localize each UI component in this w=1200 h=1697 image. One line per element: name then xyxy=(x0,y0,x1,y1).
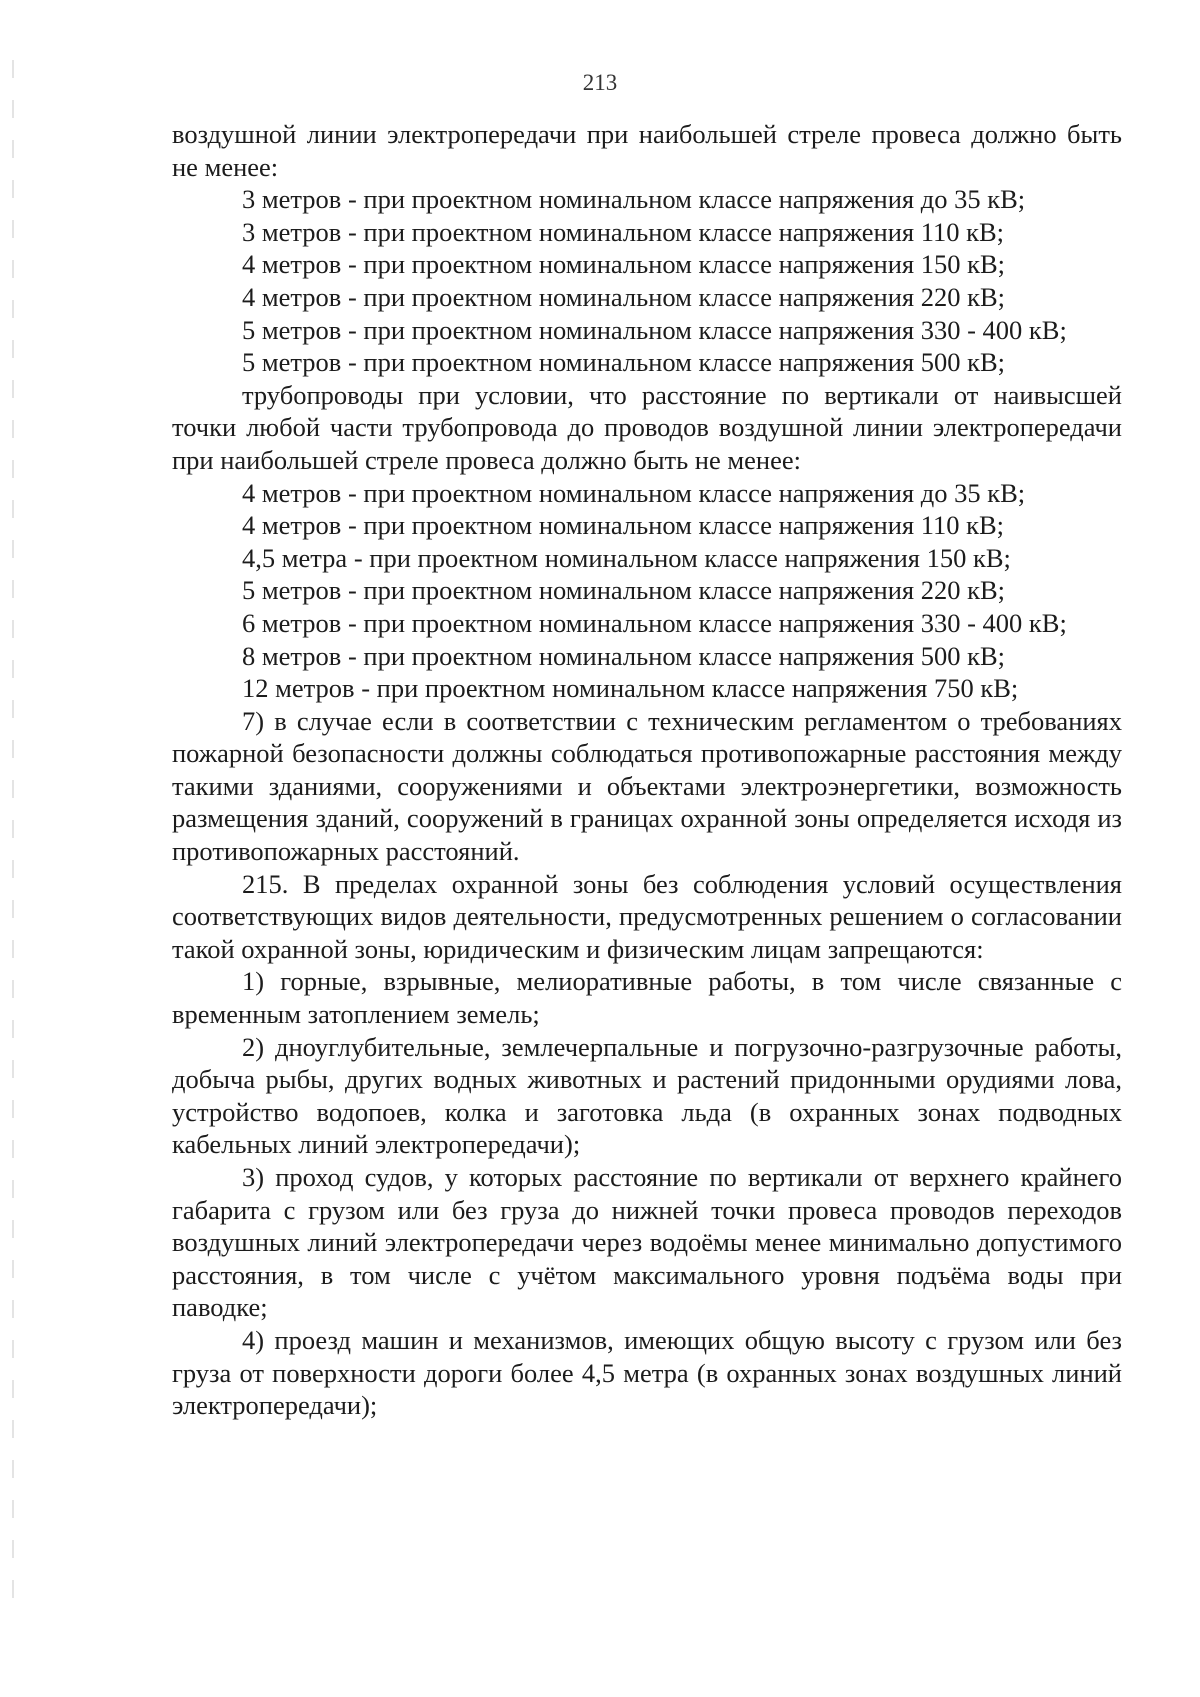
paragraph: 4 метров - при проектном номинальном классе напряжения 150 кВ; xyxy=(242,249,1006,280)
paragraph: 12 метров - при проектном номинальном классе напряжения 750 кВ; xyxy=(242,673,1019,704)
paragraph: 215. В пределах охранной зоны без соблюдения условий осуществления соответствующих видов деятельности, предусмотренных решением о согласовании такой охранной зоны, юридическим и физическим лицам запрещаются: xyxy=(172,868,1122,964)
paragraph: 4 метров - при проектном номинальном классе напряжения 220 кВ; xyxy=(242,281,1006,312)
scan-edge-mark xyxy=(12,60,14,1600)
paragraph: воздушной линии электропередачи при наибольшей стреле провеса должно быть не менее: xyxy=(172,119,1122,182)
paragraph: трубопроводы при условии, что расстояние по вертикали от наивысшей точки любой части трубопровода до проводов воздушной линии электропередачи при наибольшей стреле провеса должно быть не менее: xyxy=(172,379,1122,475)
paragraph: 5 метров - при проектном номинальном классе напряжения 220 кВ; xyxy=(242,575,1006,606)
document-body xyxy=(172,118,1122,1422)
paragraph: 7) в случае если в соответствии с техническим регламентом о требованиях пожарной безопасности должны соблюдаться противопожарные расстояния между такими зданиями, сооружениями и объектами электроэнергетики, возможность размещения зданий, сооружений в границах охранной зоны определяется исходя из противопожарных расстояний. xyxy=(172,705,1122,867)
paragraph: 5 метров - при проектном номинальном классе напряжения 500 кВ; xyxy=(242,347,1006,378)
paragraph: 2) дноуглубительные, землечерпальные и погрузочно-разгрузочные работы, добыча рыбы, других водных животных и растений придонными орудиями лова, устройство водопоев, колка и заготовка льда (в охранных зонах подводных кабельных линий электропередачи); xyxy=(172,1031,1122,1160)
paragraph: 1) горные, взрывные, мелиоративные работы, в том числе связанные с временным затоплением земель; xyxy=(172,966,1122,1030)
paragraph: 4,5 метра - при проектном номинальном классе напряжения 150 кВ; xyxy=(242,542,1011,573)
paragraph: 4 метров - при проектном номинальном классе напряжения до 35 кВ; xyxy=(242,477,1026,508)
paragraph: 4 метров - при проектном номинальном классе напряжения 110 кВ; xyxy=(242,510,1005,541)
paragraph: 6 метров - при проектном номинальном классе напряжения 330 - 400 кВ; xyxy=(242,607,1067,638)
paragraph: 8 метров - при проектном номинальном классе напряжения 500 кВ; xyxy=(242,640,1006,671)
paragraph: 3) проход судов, у которых расстояние по вертикали от верхнего крайнего габарита с грузом или без груза до нижней точки провеса проводов переходов воздушных линий электропередачи через водоёмы менее минимально допустимого расстояния, в том числе с учётом максимального уровня подъёма воды при паводке; xyxy=(172,1162,1122,1323)
paragraph: 3 метров - при проектном номинальном классе напряжения до 35 кВ; xyxy=(242,184,1026,215)
paragraph: 4) проезд машин и механизмов, имеющих общую высоту с грузом или без груза от поверхности дороги более 4,5 метра (в охранных зонах воздушных линий электропередачи); xyxy=(172,1324,1122,1421)
paragraph: 3 метров - при проектном номинальном классе напряжения 110 кВ; xyxy=(242,216,1005,247)
page-number: 213 xyxy=(582,70,618,95)
paragraph: 5 метров - при проектном номинальном классе напряжения 330 - 400 кВ; xyxy=(242,314,1067,345)
